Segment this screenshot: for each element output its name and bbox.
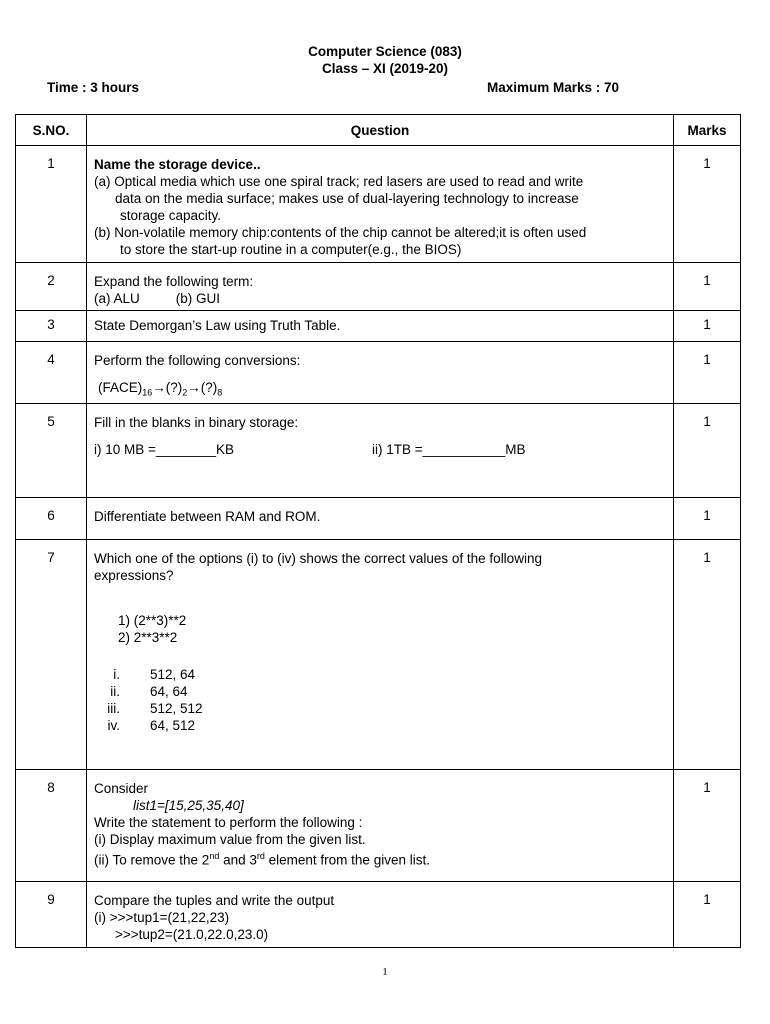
question-cell xyxy=(87,770,674,882)
q4-line1: Perform the following conversions: xyxy=(94,353,301,368)
q9-line2: (i) >>>tup1=(21,22,23) xyxy=(94,910,230,925)
q2-options xyxy=(94,290,667,307)
option-number: iv. xyxy=(107,718,120,733)
header-question: Question xyxy=(87,115,674,146)
table-row xyxy=(16,770,741,882)
marks-cell: 1 xyxy=(674,882,741,948)
q1-b-line2: to store the start-up routine in a computer(e.g., the BIOS) xyxy=(120,242,462,257)
q4-sub2: 2 xyxy=(182,387,188,398)
q8-sup-nd: nd xyxy=(209,851,220,861)
q5-line1: Fill in the blanks in binary storage: xyxy=(94,415,299,430)
table-row xyxy=(16,540,741,770)
q1-a-line3: storage capacity. xyxy=(120,208,222,223)
page-number: 1 xyxy=(382,966,388,978)
q8-line5 xyxy=(94,848,667,869)
q7-expr2: 2) 2**3**2 xyxy=(118,630,178,645)
class-title: Class – XI (2019-20) xyxy=(321,61,449,76)
marks-cell: 1 xyxy=(674,540,741,770)
q7-line1: Which one of the options (i) to (iv) shows the correct values of the following xyxy=(94,551,542,566)
option-value: 64, 64 xyxy=(150,684,188,699)
q8-line1: Consider xyxy=(94,781,149,796)
sno-cell: 9 xyxy=(16,882,87,948)
q1-title: Name the storage device.. xyxy=(94,157,261,172)
q8-line4: (i) Display maximum value from the given list. xyxy=(94,832,366,847)
q2-line1: Expand the following term: xyxy=(94,274,254,289)
list-item xyxy=(94,683,667,700)
question-table xyxy=(15,114,741,948)
marks-cell: 1 xyxy=(674,498,741,540)
question-cell xyxy=(87,498,674,540)
q7-expr1: 1) (2**3)**2 xyxy=(118,613,187,628)
q8-sup-rd: rd xyxy=(256,851,265,861)
q8-line5-mid: and 3 xyxy=(219,852,257,868)
table-row xyxy=(16,342,741,404)
sno-cell: 1 xyxy=(16,146,87,263)
q2-opt-a: (a) ALU xyxy=(94,291,140,306)
header-marks: Marks xyxy=(674,115,741,146)
table-row xyxy=(16,146,741,263)
table-row xyxy=(16,263,741,311)
q3-line1: State Demorgan’s Law using Truth Table. xyxy=(94,318,341,333)
q8-line3: Write the statement to perform the following : xyxy=(94,815,363,830)
option-number: iii. xyxy=(107,701,120,716)
q8-line5-post: element from the given list. xyxy=(264,852,430,868)
table-header-row xyxy=(16,115,741,146)
q1-a-line1: (a) Optical media which use one spiral track; red lasers are used to read and write xyxy=(94,174,584,189)
question-cell xyxy=(87,540,674,770)
q8-list-def: list1=[15,25,35,40] xyxy=(133,798,244,813)
header-sno: S.NO. xyxy=(16,115,87,146)
q9-line3: >>>tup2=(21.0,22.0,23.0) xyxy=(115,927,269,942)
max-marks-label: Maximum Marks : 70 xyxy=(487,80,620,95)
marks-cell: 1 xyxy=(674,770,741,882)
table-row xyxy=(16,311,741,342)
q6-line1: Differentiate between RAM and ROM. xyxy=(94,509,321,524)
q4-arrow8: →(?) xyxy=(187,380,218,395)
question-cell xyxy=(87,263,674,311)
sno-cell: 2 xyxy=(16,263,87,311)
option-value: 512, 512 xyxy=(150,701,203,716)
marks-cell: 1 xyxy=(674,263,741,311)
q7-options xyxy=(94,666,667,734)
q4-face: (FACE) xyxy=(98,380,143,395)
question-cell xyxy=(87,404,674,498)
table-row xyxy=(16,404,741,498)
question-cell xyxy=(87,342,674,404)
sno-cell: 5 xyxy=(16,404,87,498)
q4-expression xyxy=(94,379,667,402)
q4-arrow2: →(?) xyxy=(152,380,183,395)
sno-cell: 3 xyxy=(16,311,87,342)
time-label: Time : 3 hours xyxy=(47,80,140,95)
table-row xyxy=(16,882,741,948)
q4-sub16: 16 xyxy=(142,387,153,398)
marks-cell: 1 xyxy=(674,404,741,498)
option-value: 512, 64 xyxy=(150,667,196,682)
list-item xyxy=(94,717,667,734)
marks-cell: 1 xyxy=(674,342,741,404)
option-number: ii. xyxy=(110,684,120,699)
option-value: 64, 512 xyxy=(150,718,196,733)
question-cell xyxy=(87,311,674,342)
q5-blanks xyxy=(94,441,667,458)
table-row xyxy=(16,498,741,540)
sno-cell: 7 xyxy=(16,540,87,770)
q5-blank-ii: ii) 1TB =___________MB xyxy=(372,442,526,457)
q1-a-line2: data on the media surface; makes use of dual-layering technology to increase xyxy=(115,191,579,206)
sno-cell: 6 xyxy=(16,498,87,540)
q8-line5-pre: (ii) To remove the 2 xyxy=(94,852,210,868)
list-item xyxy=(94,666,667,683)
sno-cell: 4 xyxy=(16,342,87,404)
question-cell xyxy=(87,146,674,263)
q9-line1: Compare the tuples and write the output xyxy=(94,893,335,908)
q1-b-line1: (b) Non-volatile memory chip:contents of the chip cannot be altered;it is often used xyxy=(94,225,587,240)
option-number: i. xyxy=(113,667,120,682)
q7-line2: expressions? xyxy=(94,568,174,583)
subject-title: Computer Science (083) xyxy=(308,44,462,59)
sno-cell: 8 xyxy=(16,770,87,882)
q4-sub8: 8 xyxy=(217,387,223,398)
question-cell xyxy=(87,882,674,948)
marks-cell: 1 xyxy=(674,146,741,263)
list-item xyxy=(94,700,667,717)
q2-opt-b: (b) GUI xyxy=(175,291,221,306)
q5-blank-i: i) 10 MB =________KB xyxy=(94,442,234,457)
marks-cell: 1 xyxy=(674,311,741,342)
